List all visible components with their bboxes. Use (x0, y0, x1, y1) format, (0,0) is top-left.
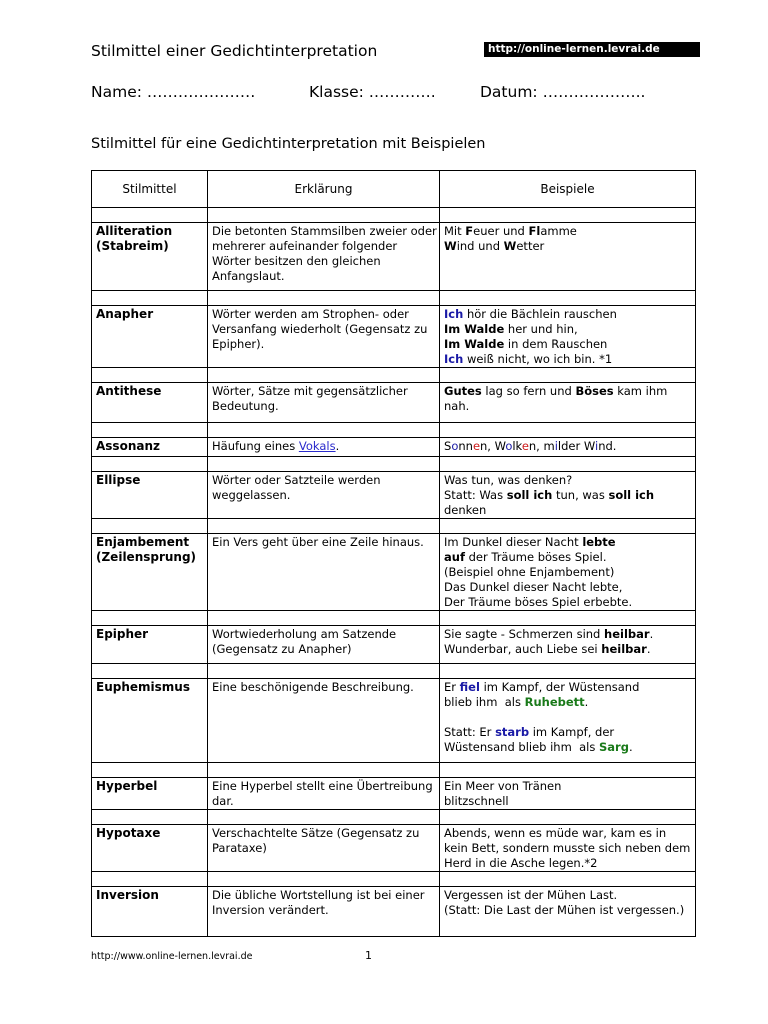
example-segment: hör die Bächlein rauschen (463, 307, 617, 321)
example-segment: Ich (444, 352, 464, 366)
example-segment: (Beispiel ohne Enjambement) (444, 565, 615, 579)
term-label: Epipher (96, 627, 149, 641)
example-segment: e (521, 439, 529, 453)
example-segment: weiß nicht, wo ich bin. *1 (463, 352, 613, 366)
example-line (444, 473, 693, 488)
example-segment: soll ich (608, 488, 655, 502)
example-line (444, 779, 693, 794)
header-beispiele: Beispiele (440, 171, 696, 208)
example-line (444, 503, 693, 518)
term-label: Antithese (96, 384, 162, 398)
table-row (92, 778, 696, 810)
example-cell (440, 679, 696, 763)
example-segment: . (628, 740, 633, 754)
example-line (444, 337, 693, 352)
example-segment: in dem Rauschen (504, 337, 608, 351)
spacer-cell (208, 664, 440, 679)
table-spacer-row (92, 208, 696, 223)
example-segment: heilbar (601, 642, 647, 656)
spacer-cell (440, 872, 696, 887)
example-segment: Abends, wenn es müde war, kam es in kein Bett, sondern musste sich neben dem Herd in die Asche legen.*2 (444, 826, 695, 870)
spacer-cell (440, 664, 696, 679)
example-line (444, 740, 693, 755)
example-line (444, 224, 693, 239)
example-cell (440, 778, 696, 810)
table-row (92, 472, 696, 519)
term-label: Euphemismus (96, 680, 190, 694)
term-cell (92, 438, 208, 457)
term-cell (92, 383, 208, 423)
term-cell (92, 626, 208, 664)
example-segment: (Statt: Die Last der Mühen ist vergessen.) (444, 903, 685, 917)
example-line (444, 307, 693, 322)
term-cell (92, 679, 208, 763)
spacer-cell (92, 810, 208, 825)
example-segment: Ein Meer von Tränen (444, 779, 562, 793)
term-cell (92, 887, 208, 937)
example-segment: n, W (480, 439, 506, 453)
header-stilmittel: Stilmittel (92, 171, 208, 208)
example-segment: Er (444, 680, 460, 694)
example-segment: . (584, 695, 589, 709)
example-line (444, 794, 693, 809)
example-segment: soll ich (506, 488, 553, 502)
explanation-cell (208, 438, 440, 457)
table-spacer-row (92, 763, 696, 778)
spacer-cell (208, 872, 440, 887)
datum-field[interactable]: Datum: ……………….. (480, 83, 646, 101)
term-cell (92, 778, 208, 810)
example-segment: starb (495, 725, 530, 739)
example-segment: . (649, 627, 654, 641)
document-title: Stilmittel einer Gedichtinterpretation (91, 42, 378, 60)
explanation-cell: Wörter, Sätze mit gegensätzlicher Bedeutung. (208, 383, 440, 423)
example-segment: . (646, 642, 651, 656)
header-url-badge: http://online-lernen.levrai.de (484, 42, 702, 57)
spacer-cell (92, 872, 208, 887)
term-label: Ellipse (96, 473, 141, 487)
example-cell (440, 825, 696, 872)
term-label: Hyperbel (96, 779, 158, 793)
term-cell (92, 223, 208, 291)
example-segment: lag so fern und (481, 384, 576, 398)
term-label: Anapher (96, 307, 154, 321)
spacer-cell (208, 291, 440, 306)
example-line (444, 352, 693, 367)
example-segment: kam ihm nah. (444, 384, 671, 413)
example-line (444, 903, 693, 918)
spacer-cell (208, 810, 440, 825)
example-cell (440, 887, 696, 937)
table-spacer-row (92, 664, 696, 679)
example-cell (440, 534, 696, 611)
explanation-cell: Die betonten Stammsilben zweier oder mehrerer aufeinander folgender Wörter besitzen den gleichen Anfangslaut. (208, 223, 440, 291)
example-segment: F (465, 224, 474, 238)
example-segment: Statt: Er (444, 725, 496, 739)
example-segment: der Träume böses Spiel. (464, 550, 607, 564)
table-row (92, 306, 696, 368)
explanation-cell: Wortwiederholung am Satzende (Gegensatz zu Anapher) (208, 626, 440, 664)
spacer-cell (92, 763, 208, 778)
spacer-cell (92, 664, 208, 679)
explanation-cell: Eine Hyperbel stellt eine Übertreibung dar. (208, 778, 440, 810)
spacer-cell (208, 763, 440, 778)
spacer-cell (92, 291, 208, 306)
table-row (92, 438, 696, 457)
example-line (444, 239, 693, 254)
example-segment: Das Dunkel dieser Nacht lebte, (444, 580, 623, 594)
term-label: Inversion (96, 888, 159, 902)
footer-url: http://www.online-lernen.levrai.de (91, 951, 253, 962)
table-row (92, 223, 696, 291)
page-number: 1 (365, 949, 372, 962)
example-segment: Wüstensand blieb ihm als (444, 740, 600, 754)
example-segment: Im Walde (444, 337, 505, 351)
example-line (444, 535, 693, 550)
example-line (444, 627, 693, 642)
table-spacer-row (92, 368, 696, 383)
example-cell (440, 438, 696, 457)
example-segment: amme (540, 224, 577, 238)
term-label: Assonanz (96, 439, 160, 453)
explanation-text: . (335, 439, 340, 453)
explanation-cell: Verschachtelte Sätze (Gegensatz zu Parataxe) (208, 825, 440, 872)
example-line (444, 580, 693, 595)
example-segment: Mit (444, 224, 466, 238)
example-segment: etter (516, 239, 545, 253)
example-line (444, 565, 693, 580)
table-spacer-row (92, 423, 696, 438)
term-cell (92, 472, 208, 519)
explanation-text: Häufung eines (212, 439, 299, 453)
spacer-cell (440, 208, 696, 223)
example-segment: denken (444, 503, 487, 517)
example-line (444, 439, 693, 454)
spacer-cell (440, 810, 696, 825)
example-segment: im Kampf, der (529, 725, 615, 739)
table-spacer-row (92, 872, 696, 887)
example-segment: auf (444, 550, 465, 564)
spacer-cell (92, 611, 208, 626)
example-line (444, 384, 693, 414)
example-segment: Im Dunkel dieser Nacht (444, 535, 583, 549)
table-spacer-row (92, 291, 696, 306)
spacer-cell (440, 611, 696, 626)
example-segment: nn (458, 439, 473, 453)
example-segment: her und hin, (504, 322, 578, 336)
example-segment: Vergessen ist der Mühen Last. (444, 888, 618, 902)
table-spacer-row (92, 519, 696, 534)
example-segment: blitzschnell (444, 794, 509, 808)
example-segment: blieb ihm als (444, 695, 525, 709)
term-cell (92, 534, 208, 611)
example-segment: im Kampf, der Wüstensand (479, 680, 640, 694)
example-cell (440, 626, 696, 664)
spacer-cell (208, 423, 440, 438)
example-segment: o (505, 439, 513, 453)
example-segment: lder W (557, 439, 595, 453)
spacer-cell (92, 457, 208, 472)
table-row (92, 383, 696, 423)
example-line (444, 550, 693, 565)
example-segment: tun, was (552, 488, 609, 502)
explanation-cell: Ein Vers geht über eine Zeile hinaus. (208, 534, 440, 611)
example-cell (440, 383, 696, 423)
example-segment: fiel (459, 680, 480, 694)
explanation-cell: Eine beschönigende Beschreibung. (208, 679, 440, 763)
example-segment: heilbar (604, 627, 650, 641)
example-segment: e (472, 439, 481, 453)
table-row (92, 679, 696, 763)
stilmittel-table (91, 170, 696, 937)
example-line (444, 710, 693, 725)
table-spacer-row (92, 810, 696, 825)
header-erklaerung: Erklärung (208, 171, 440, 208)
explanation-link[interactable]: Vokals (298, 439, 336, 453)
example-segment: lk (512, 439, 522, 453)
example-segment: Ich (444, 307, 464, 321)
example-segment: Böses (575, 384, 614, 398)
example-segment: Was tun, was denken? (444, 473, 573, 487)
example-segment: S (444, 439, 452, 453)
explanation-cell: Die übliche Wortstellung ist bei einer Inversion verändert. (208, 887, 440, 937)
example-segment: Im Walde (444, 322, 505, 336)
example-line (444, 680, 693, 695)
spacer-cell (208, 368, 440, 383)
section-subtitle: Stilmittel für eine Gedichtinterpretation mit Beispielen (91, 136, 486, 152)
example-line (444, 488, 693, 503)
spacer-cell (208, 519, 440, 534)
spacer-cell (92, 519, 208, 534)
example-segment: o (451, 439, 459, 453)
example-segment (444, 710, 448, 724)
example-line (444, 642, 693, 657)
example-cell (440, 223, 696, 291)
spacer-cell (440, 368, 696, 383)
example-segment: i (594, 439, 599, 453)
example-line (444, 595, 693, 610)
example-line (444, 725, 693, 740)
term-sublabel: (Stabreim) (96, 239, 169, 253)
spacer-cell (208, 457, 440, 472)
example-segment: Sarg (599, 740, 629, 754)
example-line (444, 695, 693, 710)
term-cell (92, 306, 208, 368)
spacer-cell (440, 519, 696, 534)
spacer-cell (92, 423, 208, 438)
spacer-cell (440, 423, 696, 438)
table-spacer-row (92, 457, 696, 472)
example-segment: Der Träume böses Spiel erbebte. (444, 595, 633, 609)
name-field[interactable]: Name: ………………… (91, 83, 256, 101)
spacer-cell (440, 763, 696, 778)
table-header-row (92, 171, 696, 208)
example-segment: ind und (456, 239, 504, 253)
spacer-cell (208, 611, 440, 626)
term-label: Enjambement (96, 535, 190, 549)
spacer-cell (440, 291, 696, 306)
example-segment: Sie sagte - Schmerzen sind (444, 627, 605, 641)
table-row (92, 534, 696, 611)
example-line (444, 826, 693, 871)
example-segment: Fl (528, 224, 541, 238)
table-row (92, 626, 696, 664)
example-segment: lebte (582, 535, 616, 549)
example-cell (440, 306, 696, 368)
term-cell (92, 825, 208, 872)
example-segment: nd. (598, 439, 617, 453)
spacer-cell (92, 208, 208, 223)
klasse-field[interactable]: Klasse: …………. (309, 83, 436, 101)
example-segment: Gutes (444, 384, 482, 398)
spacer-cell (440, 457, 696, 472)
example-segment: W (503, 239, 517, 253)
spacer-cell (92, 368, 208, 383)
example-segment: i (554, 439, 558, 453)
example-line (444, 888, 693, 903)
explanation-cell: Wörter werden am Strophen- oder Versanfang wiederholt (Gegensatz zu Epipher). (208, 306, 440, 368)
example-line (444, 322, 693, 337)
example-segment: W (444, 239, 457, 253)
example-segment: n, m (528, 439, 555, 453)
example-segment: Wunderbar, auch Liebe sei (444, 642, 602, 656)
table-spacer-row (92, 611, 696, 626)
example-segment: Statt: Was (444, 488, 507, 502)
table-row (92, 887, 696, 937)
table-body (92, 208, 696, 937)
example-segment: Ruhebett (524, 695, 585, 709)
term-label: Hypotaxe (96, 826, 161, 840)
example-segment: euer und (473, 224, 529, 238)
term-label: Alliteration (96, 224, 173, 238)
spacer-cell (208, 208, 440, 223)
term-sublabel: (Zeilensprung) (96, 550, 197, 564)
student-fields (91, 83, 711, 105)
explanation-cell: Wörter oder Satzteile werden weggelassen. (208, 472, 440, 519)
table-row (92, 825, 696, 872)
example-cell (440, 472, 696, 519)
